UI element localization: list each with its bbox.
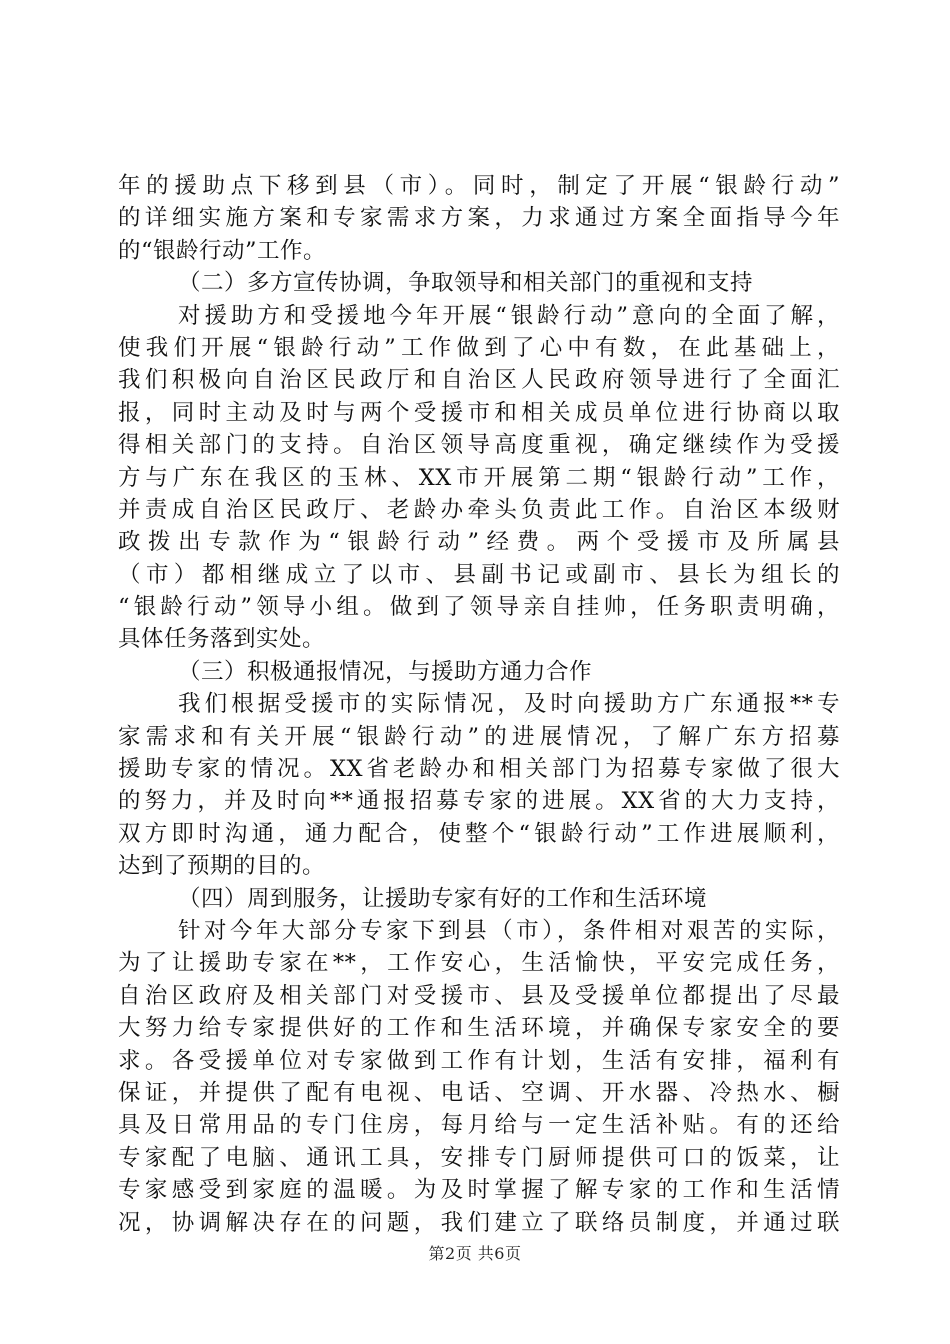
text-line: 的详细实施方案和专家需求方案，力求通过方案全面指导今年 xyxy=(118,205,840,232)
text-line: 保证，并提供了配有电视、电话、空调、开水器、冷热水、橱 xyxy=(118,1079,840,1106)
text-line: 使我们开展“银龄行动”工作做到了心中有数，在此基础上， xyxy=(118,334,840,361)
text-line: 我们积极向自治区民政厅和自治区人民政府领导进行了全面汇 xyxy=(118,367,840,394)
text-line: 得相关部门的支持。自治区领导高度重视，确定继续作为受援 xyxy=(118,432,840,459)
page-number-footer: 第2页 共6页 xyxy=(428,1244,522,1263)
text-line: 年的援助点下移到县（市）。同时，制定了开展“银龄行动” xyxy=(118,173,840,199)
text-line: 的“银龄行动”工作。 xyxy=(118,237,327,264)
text-line: 针对今年大部分专家下到县（市），条件相对艰苦的实际， xyxy=(178,917,840,944)
text-line: 的努力，并及时向**通报招募专家的进展。XX省的大力支持， xyxy=(118,788,840,815)
text-line: 具体任务落到实处。 xyxy=(118,626,326,653)
text-line: 报，同时主动及时与两个受援市和相关成员单位进行协商以取 xyxy=(118,399,840,426)
text-line: 况，协调解决存在的问题，我们建立了联络员制度，并通过联 xyxy=(118,1209,840,1236)
section-heading: （四）周到服务，让援助专家有好的工作和生活环境 xyxy=(178,885,708,912)
text-line: 并责成自治区民政厅、老龄办牵头负责此工作。自治区本级财 xyxy=(118,496,840,523)
text-line: 具及日常用品的专门住房，每月给与一定生活补贴。有的还给 xyxy=(118,1112,840,1139)
text-line: 专家感受到家庭的温暖。为及时掌握了解专家的工作和生活情 xyxy=(118,1177,840,1204)
text-line: 政拨出专款作为“银龄行动”经费。两个受援市及所属县 xyxy=(118,529,840,556)
text-line: 达到了预期的目的。 xyxy=(118,853,326,880)
text-line: 援助专家的情况。XX省老龄办和相关部门为招募专家做了很大 xyxy=(118,756,840,783)
text-line: 方与广东在我区的玉林、XX市开展第二期“银龄行动”工作， xyxy=(118,464,840,491)
text-line: 对援助方和受援地今年开展“银龄行动”意向的全面了解， xyxy=(178,302,840,329)
text-line: 专家配了电脑、通讯工具，安排专门厨师提供可口的饭菜，让 xyxy=(118,1144,840,1171)
body-text xyxy=(118,170,840,1239)
text-line: 为了让援助专家在**，工作安心，生活愉快，平安完成任务， xyxy=(118,950,840,977)
text-line: 自治区政府及相关部门对受援市、县及受援单位都提出了尽最 xyxy=(118,982,840,1009)
text-line: 双方即时沟通，通力配合，使整个“银龄行动”工作进展顺利， xyxy=(118,820,840,847)
section-heading: （三）积极通报情况，与援助方通力合作 xyxy=(178,658,593,685)
text-line: 求。各受援单位对专家做到工作有计划，生活有安排，福利有 xyxy=(118,1047,840,1074)
section-heading: （二）多方宣传协调，争取领导和相关部门的重视和支持 xyxy=(178,270,754,297)
text-line: 大努力给专家提供好的工作和生活环境，并确保专家安全的要 xyxy=(118,1015,840,1042)
text-line: “银龄行动”领导小组。做到了领导亲自挂帅，任务职责明确， xyxy=(118,594,840,621)
text-line: 我们根据受援市的实际情况，及时向援助方广东通报**专 xyxy=(178,691,840,718)
text-line: （市）都相继成立了以市、县副书记或副市、县长为组长的 xyxy=(118,561,840,588)
text-line: 家需求和有关开展“银龄行动”的进展情况，了解广东方招募 xyxy=(118,723,840,750)
